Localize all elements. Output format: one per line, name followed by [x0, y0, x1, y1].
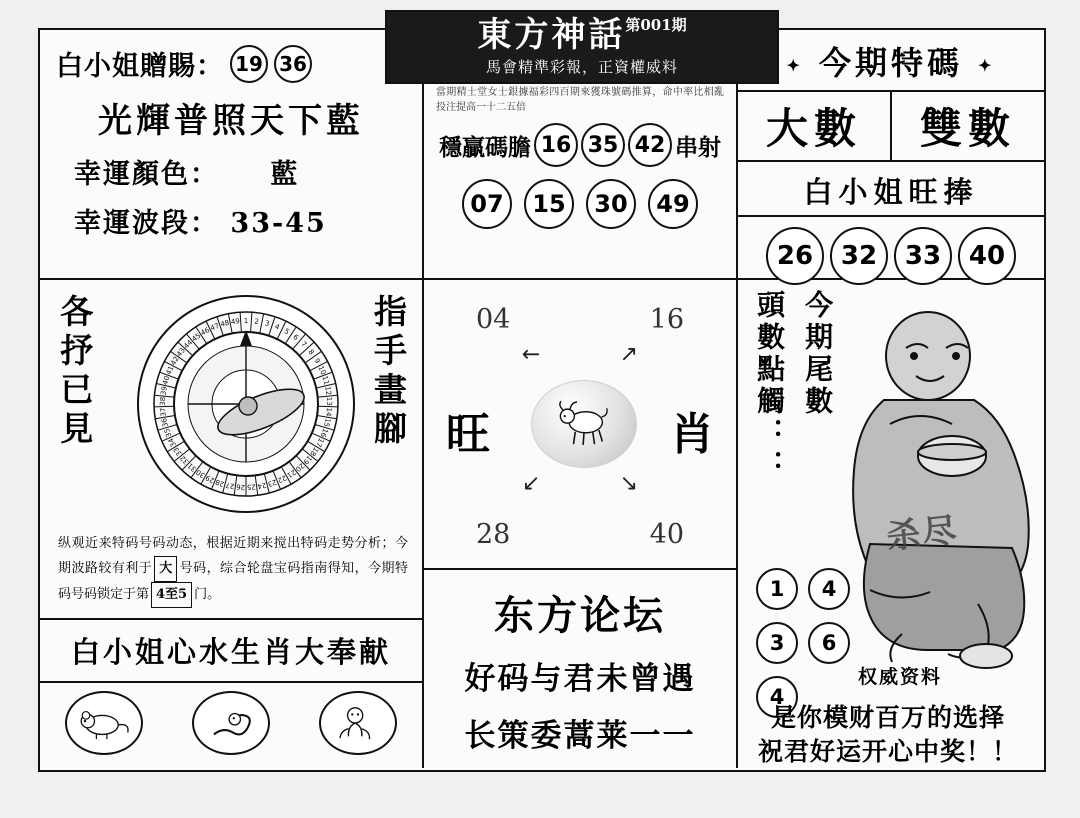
tail-number-row-2 [756, 622, 850, 664]
svg-text:6: 6 [291, 332, 300, 343]
forum-line-1: 好码与君未曾遇 [464, 661, 696, 697]
tail-ball-4: 6 [808, 622, 850, 664]
right-ball-4: 40 [958, 227, 1016, 285]
svg-text:5: 5 [282, 327, 291, 337]
arrow-bottom-right-icon: ↘ [619, 471, 638, 496]
title-main: 東方神話$^{第001期}$ [477, 14, 687, 55]
give-ball-1: 19 [230, 45, 268, 83]
sure-win-ball-1: 16 [534, 123, 578, 167]
zodiac-row [40, 691, 422, 755]
lucky-range-label: 幸運波段： [74, 208, 219, 239]
poster-sheet [38, 14, 1046, 772]
panel-right [738, 280, 1044, 768]
svg-text:31: 31 [186, 461, 199, 474]
svg-text:33: 33 [172, 445, 184, 458]
panel-zodiac [40, 620, 424, 768]
svg-text:22: 22 [276, 473, 288, 485]
title-banner [385, 10, 779, 84]
panel-top-right [738, 30, 1044, 280]
special-code-title: ✦ 今期特碼 ✦ [786, 44, 996, 82]
animal-label-right: 肖 [670, 409, 714, 460]
middle-ball-row [424, 179, 736, 229]
analysis-box-2: 4至5 [151, 582, 192, 608]
sure-win-ball-2: 35 [581, 123, 625, 167]
right-line-2: 祝君好运开心中奖！！ [757, 737, 1018, 766]
analysis-text [58, 532, 408, 608]
svg-text:28: 28 [214, 477, 226, 489]
goat-icon [549, 397, 619, 451]
analysis-part-3: 门。 [194, 586, 221, 602]
sure-win-ball-3: 42 [628, 123, 672, 167]
wheel-vertical-right: 指手畫腳 [369, 294, 408, 450]
svg-text:46: 46 [199, 326, 212, 338]
svg-text:32: 32 [178, 453, 191, 466]
svg-text:21: 21 [285, 467, 298, 480]
svg-text:41: 41 [164, 364, 176, 377]
svg-text:2: 2 [253, 317, 260, 326]
svg-text:44: 44 [182, 338, 195, 351]
right-vertical-1: 今期尾數 [801, 290, 835, 418]
wheel-number-ring [136, 294, 356, 514]
give-ball-2: 36 [274, 45, 312, 83]
give-label: 白小姐贈賜： [56, 51, 224, 82]
animal-num-top-right: 16 [649, 304, 684, 335]
tail-ball-1: 1 [756, 568, 798, 610]
wang-peng-label: 白小姐旺捧 [803, 175, 979, 209]
svg-text:1: 1 [243, 317, 249, 325]
stamp-text: 杀尽 [884, 510, 961, 558]
sure-win-row [424, 123, 736, 167]
right-vertical-2: 頭數點觸：： [753, 290, 787, 482]
right-ball-row [738, 215, 1044, 285]
panel-wheel [40, 280, 424, 620]
svg-text:37: 37 [158, 407, 168, 417]
lucky-color-row [74, 152, 422, 191]
svg-text:4: 4 [273, 322, 281, 332]
svg-text:30: 30 [194, 467, 207, 480]
svg-text:16: 16 [318, 427, 330, 439]
zodiac-heading: 白小姐心水生肖大奉献 [40, 630, 422, 683]
right-line-1: 是你模财百万的选择 [770, 703, 1005, 732]
tail-ball-3: 3 [756, 622, 798, 664]
authority-label: 权威资料 [858, 666, 943, 688]
title-subtitle: 馬會精準彩報，正資權威料 [485, 57, 678, 76]
svg-text:15: 15 [322, 417, 332, 428]
svg-text:47: 47 [209, 321, 221, 333]
lucky-range-row [74, 201, 422, 240]
rat-glyph [75, 704, 133, 742]
svg-text:8: 8 [306, 348, 316, 357]
svg-text:12: 12 [323, 385, 333, 396]
wheel-vertical-left: 各抒已見 [55, 294, 95, 450]
svg-text:10: 10 [316, 364, 328, 377]
svg-text:17: 17 [313, 436, 326, 449]
lucky-color-label: 幸運顏色： [74, 159, 219, 190]
right-ball-3: 33 [894, 227, 952, 285]
right-ball-2: 32 [830, 227, 888, 285]
tail-ball-2: 4 [808, 568, 850, 610]
right-flourish-icon: ✦ [978, 56, 996, 75]
analysis-part-1: 纵观近来特码号码动态，根据近期来搅出特码走势分析；今期波路较有利于 [58, 535, 408, 576]
middle-ball-3: 30 [586, 179, 636, 229]
svg-text:39: 39 [159, 385, 169, 396]
svg-text:38: 38 [158, 396, 168, 406]
animal-num-bottom-left: 28 [476, 519, 511, 550]
svg-text:9: 9 [312, 357, 322, 365]
svg-text:24: 24 [256, 480, 268, 491]
svg-text:48: 48 [219, 318, 231, 329]
panel-forum [424, 570, 738, 768]
big-two-left: 大數 [738, 92, 892, 160]
svg-text:7: 7 [299, 339, 309, 349]
sure-win-label: 穩贏碼膽 [439, 133, 531, 161]
svg-text:14: 14 [324, 407, 334, 417]
forum-line-2: 长策委蒿莱一一 [464, 718, 696, 754]
right-ball-1: 26 [766, 227, 824, 285]
slogan-text: 光輝普照天下藍 [98, 101, 364, 141]
middle-ball-2: 15 [524, 179, 574, 229]
sure-win-suffix: 串射 [675, 133, 721, 161]
fine-print-text: 當期精士堂女士銀據福彩四百期來獲珠號碼推算，命中率比相亂投注提高一十二五倍 [436, 87, 724, 113]
forum-title: 东方论坛 [494, 592, 666, 639]
arrow-bottom-left-icon: ↙ [522, 471, 541, 496]
svg-text:23: 23 [266, 477, 278, 489]
svg-text:34: 34 [166, 436, 179, 449]
snake-glyph [202, 704, 260, 742]
svg-text:29: 29 [204, 473, 216, 485]
zodiac-rat-icon [65, 691, 143, 755]
svg-text:11: 11 [320, 374, 331, 386]
arrow-top-right-icon: ↗ [619, 342, 638, 367]
zodiac-monkey-icon [319, 691, 397, 755]
svg-text:19: 19 [301, 453, 314, 466]
panel-animal [424, 280, 738, 570]
svg-text:49: 49 [230, 317, 241, 327]
middle-ball-4: 49 [648, 179, 698, 229]
roulette-wheel [136, 294, 356, 514]
svg-text:13: 13 [324, 396, 334, 406]
svg-text:18: 18 [308, 445, 320, 458]
svg-text:43: 43 [175, 346, 188, 359]
middle-ball-1: 07 [462, 179, 512, 229]
title-period: 第001期 [625, 15, 687, 34]
animal-num-bottom-right: 40 [649, 519, 684, 550]
svg-text:25: 25 [246, 482, 257, 492]
give-row [40, 30, 422, 83]
tail-ball-5: 4 [756, 676, 798, 718]
arrow-top-left-icon: ↖ [515, 339, 547, 370]
big-two-right: 雙數 [919, 104, 1016, 153]
svg-text:35: 35 [162, 427, 174, 439]
svg-text:45: 45 [190, 331, 203, 344]
big-two-row [738, 90, 1044, 162]
monkey-glyph [329, 704, 387, 742]
svg-text:26: 26 [235, 482, 246, 492]
svg-text:3: 3 [263, 319, 271, 329]
panel-top-left [40, 30, 424, 280]
lucky-color-value: 藍 [270, 159, 300, 190]
animal-num-top-left: 04 [476, 304, 511, 335]
svg-text:36: 36 [160, 417, 170, 428]
svg-text:20: 20 [293, 461, 306, 474]
zodiac-snake-icon [192, 691, 270, 755]
svg-text:40: 40 [161, 374, 172, 386]
animal-badge [531, 380, 637, 468]
analysis-part-2: 号码，综合轮盘宝码指南得知，今期特码号码锁定于第 [58, 560, 408, 602]
lucky-range-value: 33-45 [230, 208, 327, 239]
svg-text:27: 27 [224, 480, 236, 491]
tail-number-row-1 [756, 568, 850, 610]
svg-text:42: 42 [169, 355, 181, 367]
left-flourish-icon: ✦ [786, 56, 804, 75]
analysis-box-1: 大 [154, 556, 177, 582]
animal-label-left: 旺 [446, 409, 490, 460]
